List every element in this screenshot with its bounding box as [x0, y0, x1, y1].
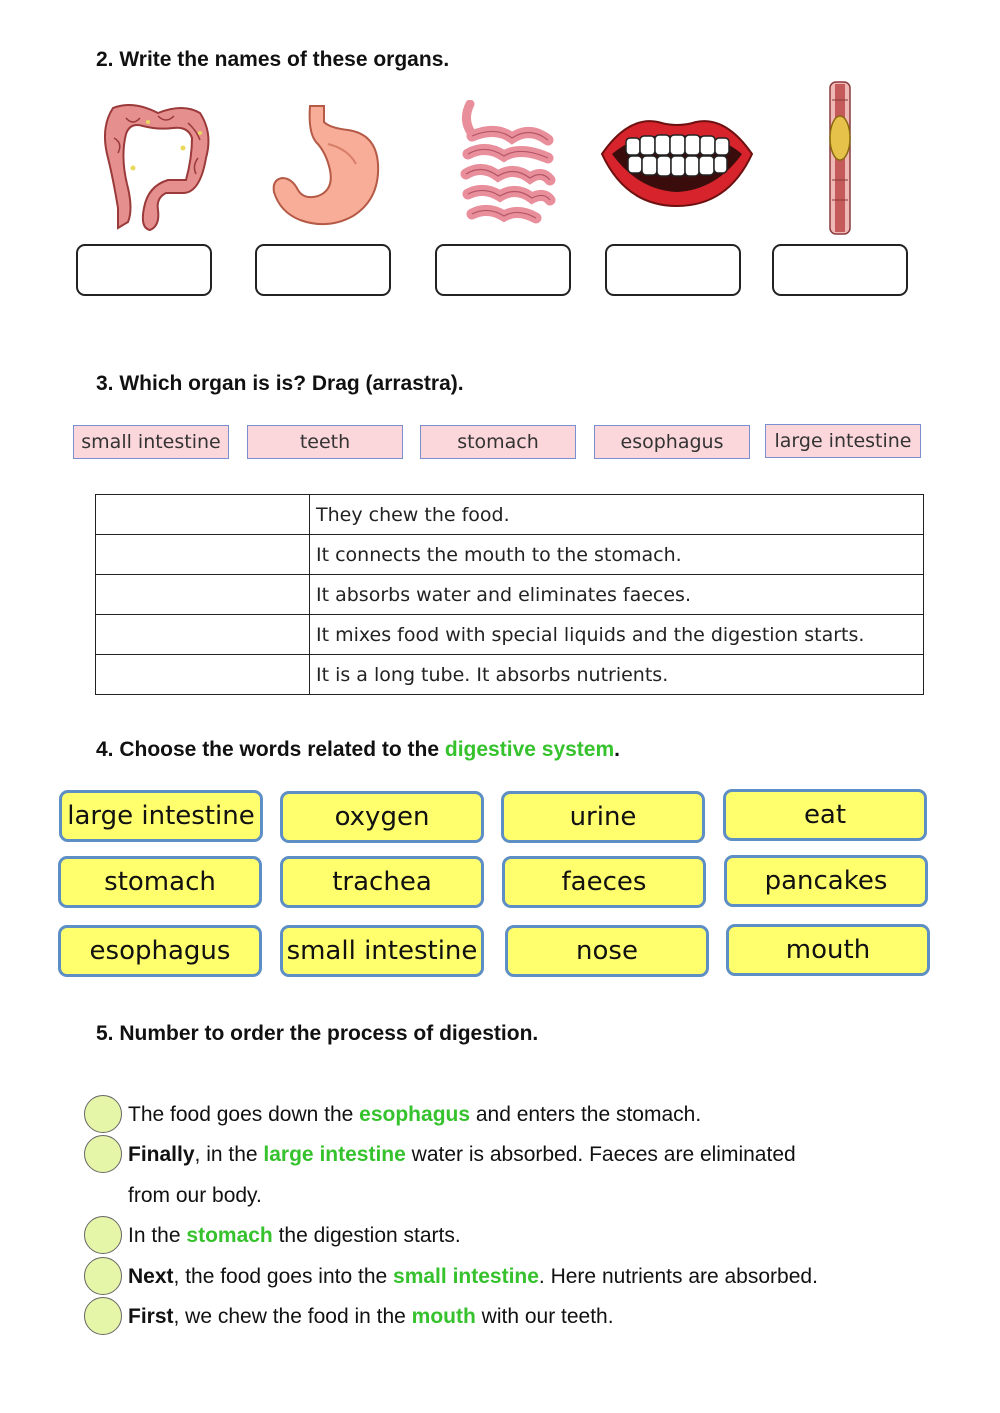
stomach-icon [268, 104, 386, 228]
step-keyword: stomach [186, 1224, 273, 1247]
step-text-5 [128, 1305, 614, 1329]
organ-name-input-1[interactable] [76, 244, 212, 296]
drag-chip-large-intestine[interactable]: large intestine [765, 424, 921, 458]
step-text: In the [128, 1224, 187, 1247]
section-3-title: 3. Which organ is is? Drag (arrastra). [96, 372, 464, 395]
word-esophagus[interactable]: esophagus [58, 925, 262, 977]
word-faeces[interactable]: faeces [502, 856, 706, 908]
word-large-intestine[interactable]: large intestine [59, 790, 263, 842]
step-keyword: large intestine [263, 1143, 406, 1166]
word-small-intestine[interactable]: small intestine [280, 925, 484, 977]
drop-zone-4[interactable] [96, 615, 310, 655]
step-text: the digestion starts. [272, 1224, 461, 1247]
description-cell: They chew the food. [310, 495, 924, 535]
step-bold: First [128, 1305, 174, 1328]
step-keyword: esophagus [359, 1103, 471, 1126]
section-4-title [96, 738, 620, 762]
word-oxygen[interactable]: oxygen [280, 791, 484, 843]
drag-chip-stomach[interactable]: stomach [420, 425, 576, 459]
table-row [96, 655, 924, 695]
organ-name-input-4[interactable] [605, 244, 741, 296]
step-text: and enters the stomach. [470, 1103, 702, 1126]
drop-zone-1[interactable] [96, 495, 310, 535]
step-text-4 [128, 1265, 818, 1289]
table-row [96, 615, 924, 655]
table-row [96, 575, 924, 615]
step-text-2 [128, 1143, 796, 1167]
drop-zone-5[interactable] [96, 655, 310, 695]
match-table [95, 494, 924, 695]
step-text-2-continued: from our body. [128, 1184, 262, 1207]
drag-chip-small-intestine[interactable]: small intestine [73, 425, 229, 459]
word-nose[interactable]: nose [505, 925, 709, 977]
organ-name-input-3[interactable] [435, 244, 571, 296]
step-text-1 [128, 1103, 701, 1127]
step-text: , the food goes into the [173, 1265, 394, 1288]
order-number-input-5[interactable] [84, 1297, 122, 1335]
mouth-icon [598, 110, 756, 210]
order-number-input-1[interactable] [84, 1095, 122, 1133]
section-2-title: 2. Write the names of these organs. [96, 48, 450, 71]
word-stomach[interactable]: stomach [58, 856, 262, 908]
esophagus-icon [822, 80, 858, 236]
step-text: . Here nutrients are absorbed. [538, 1265, 818, 1288]
description-cell: It mixes food with special liquids and the digestion starts. [310, 615, 924, 655]
word-urine[interactable]: urine [501, 791, 705, 843]
small-intestine-icon [456, 100, 560, 234]
table-row [96, 495, 924, 535]
drop-zone-3[interactable] [96, 575, 310, 615]
title-prefix: 4. Choose the words related to the [96, 738, 445, 761]
large-intestine-icon [88, 98, 218, 236]
order-number-input-3[interactable] [84, 1216, 122, 1254]
step-keyword: small intestine [393, 1265, 539, 1288]
drop-zone-2[interactable] [96, 535, 310, 575]
word-mouth[interactable]: mouth [726, 924, 930, 976]
step-keyword: mouth [411, 1305, 476, 1328]
description-cell: It connects the mouth to the stomach. [310, 535, 924, 575]
step-text: , in the [194, 1143, 264, 1166]
step-text: with our teeth. [475, 1305, 614, 1328]
step-text: water is absorbed. Faeces are eliminated [405, 1143, 796, 1166]
description-cell: It absorbs water and eliminates faeces. [310, 575, 924, 615]
step-bold: Finally [128, 1143, 195, 1166]
word-trachea[interactable]: trachea [280, 856, 484, 908]
step-text-3 [128, 1224, 461, 1248]
order-number-input-4[interactable] [84, 1257, 122, 1295]
title-suffix: . [614, 738, 620, 761]
word-pancakes[interactable]: pancakes [724, 855, 928, 907]
step-text: , we chew the food in the [173, 1305, 412, 1328]
description-cell: It is a long tube. It absorbs nutrients. [310, 655, 924, 695]
title-highlight: digestive system [444, 738, 615, 761]
order-number-input-2[interactable] [84, 1135, 122, 1173]
word-eat[interactable]: eat [723, 789, 927, 841]
step-bold: Next [128, 1265, 174, 1288]
section-5-title: 5. Number to order the process of digestion. [96, 1022, 539, 1045]
drag-chip-teeth[interactable]: teeth [247, 425, 403, 459]
table-row [96, 535, 924, 575]
organ-name-input-5[interactable] [772, 244, 908, 296]
drag-chip-esophagus[interactable]: esophagus [594, 425, 750, 459]
step-text: The food goes down the [128, 1103, 360, 1126]
organ-name-input-2[interactable] [255, 244, 391, 296]
